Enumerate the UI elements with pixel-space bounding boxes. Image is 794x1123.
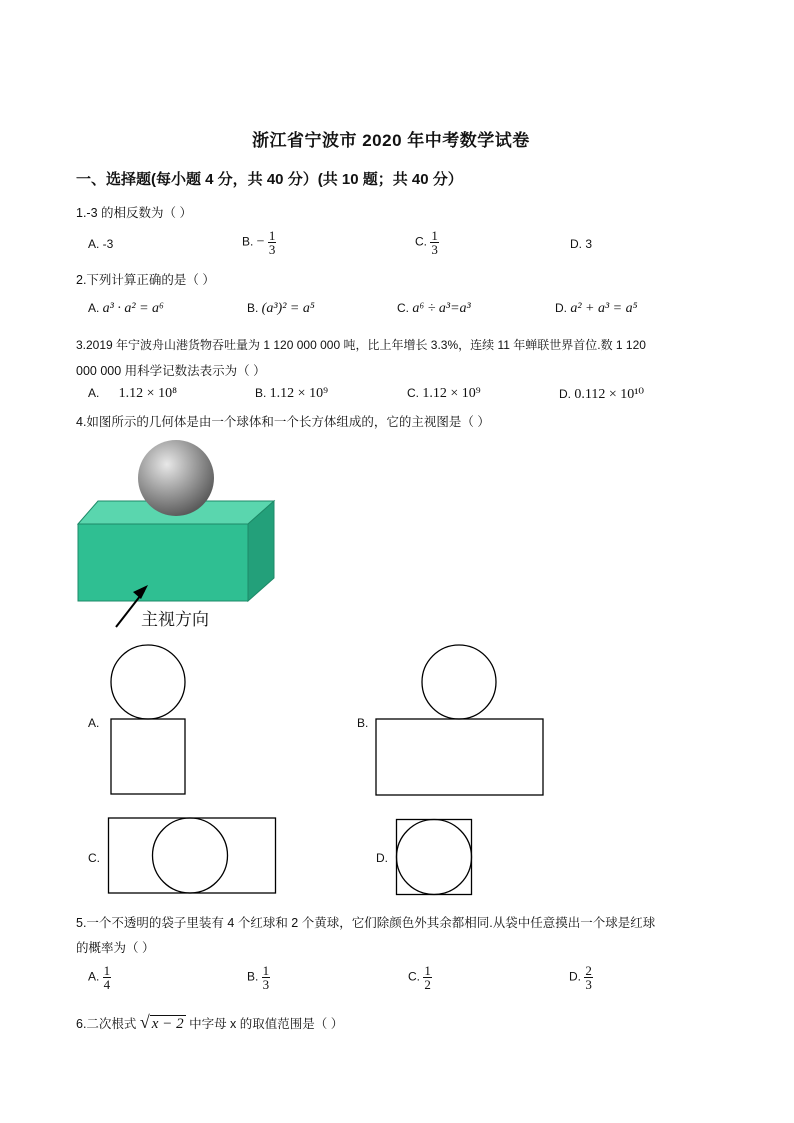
q1-option-c xyxy=(415,229,439,256)
option-b-rectangle xyxy=(376,719,543,795)
q5-option-a-label: A. xyxy=(88,969,103,984)
q3-option-d xyxy=(559,386,644,403)
q5-option-b-label: B. xyxy=(247,969,262,984)
section-heading: 一、选择题(每小题 4 分，共 40 分）(共 10 题；共 40 分） xyxy=(76,171,463,188)
q5-a-numerator: 1 xyxy=(103,963,111,978)
q1-c-denominator: 3 xyxy=(431,242,438,257)
q5-option-c xyxy=(408,964,432,991)
q2-option-c-label: C. xyxy=(397,301,413,315)
sphere xyxy=(138,440,214,516)
q3-option-a-label: A. xyxy=(88,386,103,400)
option-d-circle xyxy=(397,820,472,895)
q5-option-a-fraction xyxy=(103,964,112,991)
page-title: 浙江省宁波市 2020 年中考数学试卷 xyxy=(252,131,530,150)
q3-option-a-expr: 1.12 × 10⁸ xyxy=(118,386,177,401)
q1-option-b xyxy=(242,229,276,256)
q4-option-d-label: D. xyxy=(376,851,388,865)
q5-option-d xyxy=(569,964,593,991)
q1-b-numerator: 1 xyxy=(268,228,276,243)
q5-option-c-fraction xyxy=(423,964,432,991)
q5-b-numerator: 1 xyxy=(262,963,270,978)
question-3-line-1: 3.2019 年宁波舟山港货物吞吐量为 1 120 000 000 吨，比上年增长 3.3%，连续 11 年蝉联世界首位.数 1 120 xyxy=(76,338,646,352)
option-a-circle xyxy=(111,645,185,719)
q5-option-d-fraction xyxy=(584,964,593,991)
q4-option-a-figure xyxy=(108,644,188,796)
q3-option-d-expr: 0.112 × 10¹⁰ xyxy=(574,387,645,402)
q5-c-denominator: 2 xyxy=(424,977,431,992)
question-2-text: 2.下列计算正确的是（ ） xyxy=(76,273,215,287)
question-5-line-1: 5.一个不透明的袋子里装有 4 个红球和 2 个黄球，它们除颜色外其余都相同.从袋中任意摸出一个球是红球 xyxy=(76,916,656,930)
geometry-figure xyxy=(76,438,276,630)
q2-option-c-expr: a⁶ ÷ a³=a³ xyxy=(412,301,471,316)
q1-option-b-fraction xyxy=(268,229,277,256)
q3-option-c xyxy=(407,386,481,402)
q2-option-a-label: A. xyxy=(88,301,103,315)
q5-option-d-label: D. xyxy=(569,969,585,984)
q5-option-c-label: C. xyxy=(408,969,424,984)
q4-option-a-label: A. xyxy=(88,716,100,730)
question-6 xyxy=(76,1012,343,1033)
q5-b-denominator: 3 xyxy=(262,977,270,992)
q1-b-denominator: 3 xyxy=(268,242,276,257)
box-front-face xyxy=(78,524,248,601)
radicand: x − 2 xyxy=(151,1016,184,1032)
q3-option-c-label: C. xyxy=(407,386,423,400)
option-a-square xyxy=(111,719,185,794)
q1-option-c-fraction xyxy=(430,229,439,256)
q3-option-a xyxy=(88,386,177,402)
question-3-line-2: 000 000 用科学记数法表示为（ ） xyxy=(76,364,266,378)
q5-c-numerator: 1 xyxy=(424,963,431,978)
q3-option-b-label: B. xyxy=(255,386,270,400)
question-6-prefix: 6.二次根式 xyxy=(76,1017,140,1031)
q6-radical-expression xyxy=(139,1012,186,1032)
q2-option-a xyxy=(88,301,164,317)
view-direction-caption: 主视方向 xyxy=(141,610,209,630)
q4-option-c-label: C. xyxy=(88,851,100,865)
q2-option-d xyxy=(555,301,638,317)
option-b-circle xyxy=(422,645,496,719)
q4-option-d-figure xyxy=(395,818,475,898)
q2-option-b-label: B. xyxy=(247,301,262,315)
q3-option-b-expr: 1.12 × 10⁹ xyxy=(269,386,328,401)
q5-a-denominator: 4 xyxy=(103,977,111,992)
q5-option-b-fraction xyxy=(262,964,271,991)
q2-option-a-expr: a³ · a² = a⁶ xyxy=(102,301,164,316)
q1-option-b-label: B. xyxy=(242,234,257,249)
q2-option-d-expr: a² + a³ = a⁵ xyxy=(570,301,638,316)
q1-option-a: A. -3 xyxy=(88,237,114,251)
q4-option-b-label: B. xyxy=(357,716,369,730)
q4-option-b-figure xyxy=(374,644,546,798)
question-5-line-2: 的概率为（ ） xyxy=(76,941,155,955)
q5-option-a xyxy=(88,964,111,991)
radical-sign: √ xyxy=(139,1012,150,1032)
q4-option-c-figure xyxy=(107,816,279,896)
q3-option-b xyxy=(255,386,328,402)
q1-option-b-sign: − xyxy=(256,234,265,250)
q5-d-numerator: 2 xyxy=(585,963,592,978)
q1-option-d: D. 3 xyxy=(570,237,593,251)
question-1-text: 1.-3 的相反数为（ ） xyxy=(76,206,192,220)
q5-d-denominator: 3 xyxy=(585,977,592,992)
q3-option-c-expr: 1.12 × 10⁹ xyxy=(422,386,481,401)
q1-c-numerator: 1 xyxy=(431,228,438,243)
q1-option-c-label: C. xyxy=(415,234,431,249)
q2-option-b xyxy=(247,301,315,317)
option-c-circle xyxy=(153,818,228,893)
option-c-rectangle xyxy=(109,818,276,893)
q2-option-d-label: D. xyxy=(555,301,571,315)
q2-option-b-expr: (a³)² = a⁵ xyxy=(261,301,315,316)
q5-option-b xyxy=(247,964,270,991)
question-6-suffix: 中字母 x 的取值范围是（ ） xyxy=(189,1017,344,1031)
question-4-text: 4.如图所示的几何体是由一个球体和一个长方体组成的，它的主视图是（ ） xyxy=(76,415,490,429)
q2-option-c xyxy=(397,301,471,317)
q3-option-d-label: D. xyxy=(559,387,575,401)
